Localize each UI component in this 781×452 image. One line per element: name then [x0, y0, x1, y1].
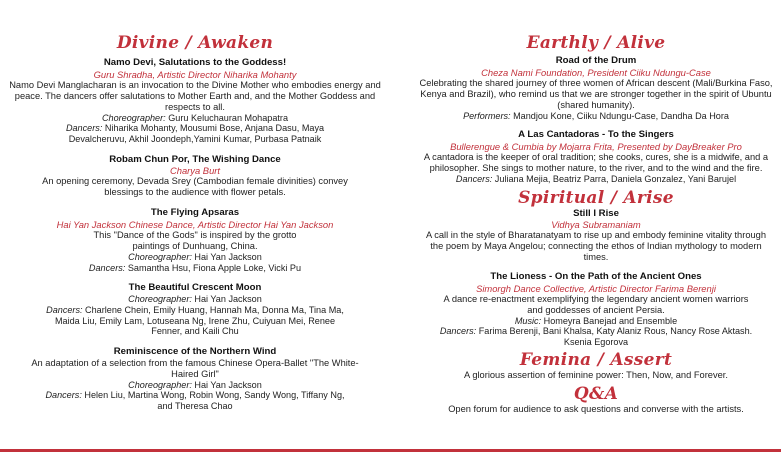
- left-column: [0, 0, 390, 412]
- item-description: Namo Devi Manglacharan is an invocation to the Divine Mother who embodies energy and peace. The dancers offer salutations to Mother Earth and, and the Mother Goddess and respects to all.: [9, 79, 381, 112]
- item-choreographer: [0, 294, 390, 305]
- item-title: Reminiscence of the Northern Wind: [113, 346, 277, 358]
- item-company: Charya Burt: [169, 165, 221, 177]
- item-description: A call in the style of Bharatanatyam to rise up and embody feminine vitality through the poem by Maya Angelou; connecting the ethos of Indian mythology to modern times.: [425, 230, 767, 263]
- right-column: [412, 0, 780, 415]
- program-item-crescent-moon: [0, 282, 390, 337]
- dancers-label: Dancers:: [439, 326, 477, 337]
- program-item-still-i-rise: [412, 208, 780, 264]
- performers-label: Performers:: [463, 110, 511, 121]
- program-item-las-cantadoras: [412, 129, 780, 184]
- item-performers: [412, 111, 780, 122]
- item-description: An opening ceremony, Devada Srey (Cambodian female divinities) convey blessings to the audience with flower petals.: [42, 176, 348, 198]
- item-music: [412, 316, 780, 327]
- item-title: The Lioness - On the Path of the Ancient Ones: [490, 271, 702, 283]
- item-description: Celebrating the shared journey of three women of African descent (Mali/Burkina Faso, Kenya and Brazil), who remind us that we are stronger together in the spirit of Ubuntu (shared humanity).: [419, 77, 773, 110]
- section-title-qa: Q&A: [573, 383, 619, 404]
- item-dancers: [412, 326, 780, 348]
- qa-description: Open forum for audience to ask questions and converse with the artists.: [448, 403, 744, 414]
- section-title-femina: Femina / Assert: [519, 349, 673, 370]
- section-title-divine: Divine / Awaken: [116, 33, 274, 53]
- dancers-value: Niharika Mohanty, Mousumi Bose, Anjana Dasu, Maya Devalcheruvu, Akhil Joondeph,Yamini Kumar, Purbasa Patnaik: [68, 123, 325, 145]
- item-description: This "Dance of the Gods" is inspired by the grotto paintings of Dunhuang, China.: [93, 229, 297, 251]
- item-title: Robam Chun Por, The Wishing Dance: [109, 153, 281, 165]
- item-description: A cantadora is the keeper of oral tradition; she cooks, cures, she is a midwife, and a philosopher. She sings to mother nature, to the river, and to the wind and the fire.: [423, 151, 769, 173]
- item-title: The Flying Apsaras: [150, 207, 240, 219]
- item-dancers: [0, 123, 390, 145]
- dancers-value: Samantha Hsu, Fiona Apple Loke, Vicki Pu: [125, 262, 302, 273]
- dancers-label: Dancers:: [65, 123, 103, 134]
- choreographer-value: Hai Yan Jackson: [191, 379, 262, 390]
- dancers-value: Juliana Mejia, Beatriz Parra, Daniela Gonzalez, Yani Barujel: [492, 173, 737, 184]
- item-description: An adaptation of a selection from the famous Chinese Opera-Ballet "The White-Haired Girl": [31, 357, 359, 379]
- music-value: Homeyra Banejad and Ensemble: [541, 315, 678, 326]
- dancers-label: Dancers:: [88, 262, 126, 273]
- choreographer-label: Choreographer:: [101, 112, 166, 123]
- program-item-northern-wind: [0, 346, 390, 412]
- performers-value: Mandjou Kone, Ciiku Ndungu-Case, Dandha Da Hora: [510, 110, 729, 121]
- item-dancers: [0, 390, 390, 412]
- dancers-label: Dancers:: [45, 390, 82, 401]
- dancers-value: Helen Liu, Martina Wong, Robin Wong, Sandy Wong, Tiffany Ng, and Theresa Chao: [81, 390, 345, 412]
- item-choreographer: [0, 252, 390, 263]
- item-company: Simorgh Dance Collective, Artistic Director Farima Berenji: [476, 282, 716, 294]
- program-item-the-lioness: [412, 271, 780, 348]
- item-choreographer: [0, 113, 390, 124]
- section-title-earthly: Earthly / Alive: [526, 33, 666, 53]
- item-title: Still I Rise: [573, 207, 619, 219]
- item-dancers: [0, 263, 390, 274]
- item-title: Namo Devi, Salutations to the Goddess!: [103, 57, 287, 68]
- item-choreographer: [0, 380, 390, 391]
- dancers-label: Dancers:: [46, 304, 83, 315]
- music-label: Music:: [514, 315, 542, 326]
- dancers-value: Charlene Chein, Emily Huang, Hannah Ma, Donna Ma, Tina Ma, Maida Liu, Emily Lam, Lotuseana Ng, Irene Zhu, Cuiyuan Mei, Renee Fenner, and Kaili Chu: [54, 304, 344, 337]
- choreographer-value: Guru Keluchauran Mohapatra: [165, 112, 289, 123]
- item-company: Cheza Nami Foundation, President Ciiku Ndungu-Case: [481, 66, 711, 78]
- dancers-value: Farima Berenji, Bani Khalsa, Katy Alaniz Rous, Nancy Rose Aktash. Ksenia Egorova: [476, 326, 753, 348]
- program-item-flying-apsaras: [0, 207, 390, 273]
- item-dancers: [0, 305, 390, 337]
- program-item-namo-devi: [0, 57, 390, 145]
- choreographer-label: Choreographer:: [128, 251, 192, 262]
- femina-description: A glorious assertion of feminine power: Then, Now, and Forever.: [464, 369, 728, 380]
- choreographer-label: Choreographer:: [128, 379, 192, 390]
- choreographer-value: Hai Yan Jackson: [191, 251, 262, 262]
- section-title-spiritual: Spiritual / Arise: [518, 187, 674, 208]
- item-company: Bullerengue & Cumbia by Mojarra Frita, Presented by DayBreaker Pro: [450, 140, 742, 152]
- item-title: A Las Cantadoras - To the Singers: [518, 129, 674, 141]
- item-title: The Beautiful Crescent Moon: [128, 282, 262, 294]
- program-item-road-of-the-drum: [412, 55, 780, 121]
- item-company: Guru Shradha, Artistic Director Niharika Mohanty: [93, 68, 297, 80]
- item-title: Road of the Drum: [555, 55, 637, 66]
- item-company: Hai Yan Jackson Chinese Dance, Artistic Director Hai Yan Jackson: [56, 218, 334, 230]
- dancers-label: Dancers:: [455, 173, 493, 184]
- choreographer-value: Hai Yan Jackson: [191, 293, 262, 304]
- item-dancers: [412, 174, 780, 185]
- choreographer-label: Choreographer:: [128, 293, 192, 304]
- item-company: Vidhya Subramaniam: [551, 219, 641, 231]
- item-description: A dance re-enactment exemplifying the legendary ancient women warriors and goddesses of ancient Persia.: [443, 293, 749, 315]
- program-item-robam-chun-por: [0, 154, 390, 199]
